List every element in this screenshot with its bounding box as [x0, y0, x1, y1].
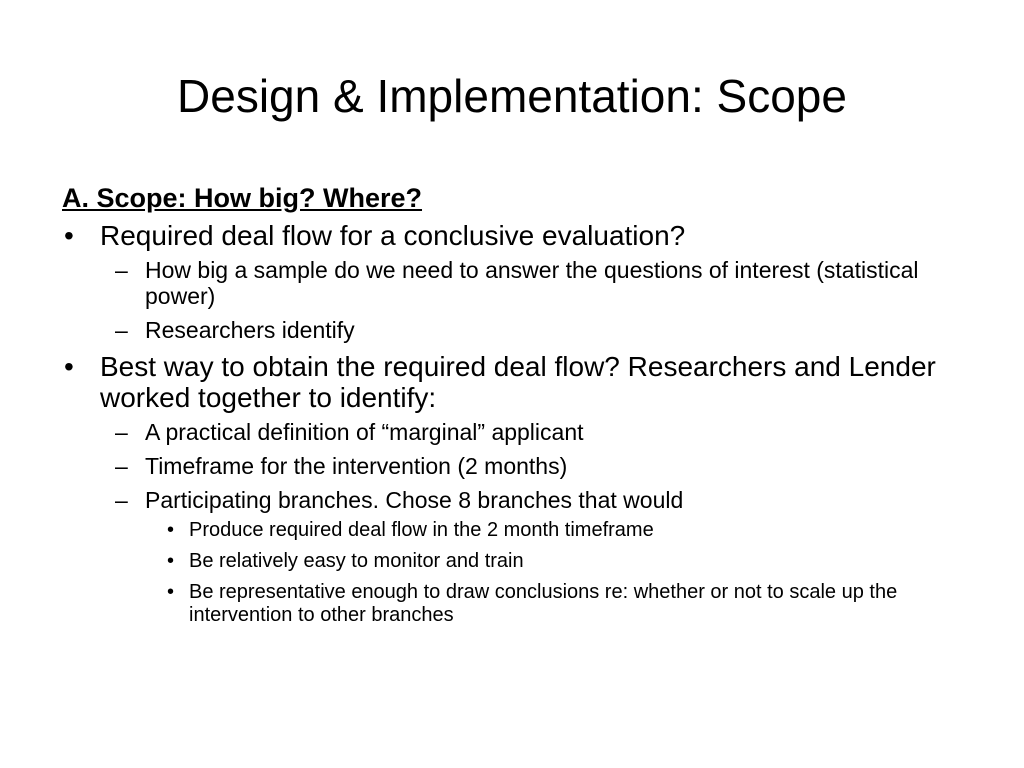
bullet-item	[62, 351, 962, 413]
slide-body	[62, 180, 962, 635]
sub-item	[62, 317, 962, 343]
sub-item-text: Timeframe for the intervention (2 months)	[145, 453, 568, 479]
section-heading: A. Scope: How big? Where?	[62, 183, 423, 213]
bullet-text: Required deal flow for a conclusive evaluation?	[100, 220, 686, 251]
sub-sub-item-text: Be representative enough to draw conclusions re: whether or not to scale up the intervention to other branches	[189, 581, 898, 626]
sub-item-text: How big a sample do we need to answer the questions of interest (statistical power)	[145, 257, 919, 309]
bullet-icon: •	[167, 519, 175, 541]
bullet-item	[62, 220, 962, 251]
dash-icon: –	[115, 487, 128, 513]
bullet-icon: •	[167, 581, 175, 603]
sub-sub-item-text: Produce required deal flow in the 2 month timeframe	[189, 519, 654, 541]
sub-sub-item	[62, 581, 962, 627]
sub-item-text: Researchers identify	[145, 317, 355, 343]
sub-sub-item	[62, 550, 962, 573]
sub-item-text: A practical definition of “marginal” applicant	[145, 419, 584, 445]
sub-item-text: Participating branches. Chose 8 branches that would	[145, 487, 684, 513]
bullet-icon: •	[64, 220, 74, 251]
sub-item	[62, 419, 962, 445]
dash-icon: –	[115, 453, 128, 479]
sub-item	[62, 453, 962, 479]
dash-icon: –	[115, 317, 128, 343]
bullet-icon: •	[167, 550, 175, 572]
sub-item	[62, 487, 962, 513]
sub-sub-item	[62, 519, 962, 542]
sub-item	[62, 257, 962, 309]
bullet-icon: •	[64, 351, 74, 382]
dash-icon: –	[115, 419, 128, 445]
dash-icon: –	[115, 257, 128, 283]
bullet-text: Best way to obtain the required deal flow? Researchers and Lender worked together to identify:	[100, 351, 936, 413]
sub-sub-item-text: Be relatively easy to monitor and train	[189, 550, 524, 572]
slide-title: Design & Implementation: Scope	[177, 70, 847, 122]
